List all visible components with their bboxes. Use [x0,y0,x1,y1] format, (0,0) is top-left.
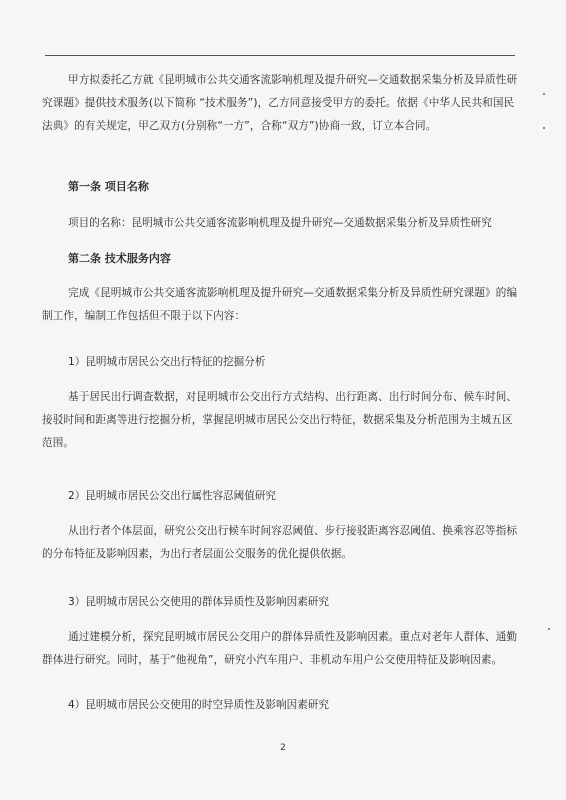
item2-body: 从出行者个体层面，研究公交出行候车时间容忍阈值、步行接驳距离容忍阈值、换乘容忍等指标的分布特征及影响因素，为出行者层面公交服务的优化提供依据。 [42,525,518,560]
scan-speck [543,93,545,95]
item2-title: 2）昆明城市居民公交出行属性容忍阈值研究 [68,490,277,502]
item1-body: 基于居民出行调查数据，对昆明城市公交出行方式结构、出行距离、出行时间分布、候车时间、接驳时间和距离等进行挖掘分析，掌握昆明城市居民公交出行特征，数据采集及分析范围为主城五区范围。 [42,391,518,449]
header-rule [45,55,515,56]
article1-text: 项目的名称：昆明城市公共交通客流影响机理及提升研究—交通数据采集分析及异质性研究 [68,217,492,229]
item1-title: 1）昆明城市居民公交出行特征的挖掘分析 [68,356,266,368]
intro-paragraph: 甲方拟委托乙方就《昆明城市公共交通客流影响机理及提升研究—交通数据采集分析及异质性研究课题》提供技术服务(以下简称 “技术服务”)，乙方同意接受甲方的委托。依据《中华人民共和国民法典》的有关规定，甲乙双方(分别称“一方”，合称“双方”)协商一致，订立本合同。 [42,74,518,132]
item4-title: 4）昆明城市居民公交使用的时空异质性及影响因素研究 [68,699,329,711]
article2-heading: 第二条 技术服务内容 [68,252,171,265]
article2-text: 完成《昆明城市公共交通客流影响机理及提升研究—交通数据采集分析及异质性研究课题》的编制工作，编制工作包括但不限于以下内容： [42,287,518,322]
article1-heading: 第一条 项目名称 [68,180,149,193]
scan-speck [543,127,545,129]
scan-speck [548,628,550,630]
item3-body: 通过建模分析，探究昆明城市居民公交用户的群体异质性及影响因素。重点对老年人群体、通勤群体进行研究。同时，基于“他视角”，研究小汽车用户、非机动车用户公交使用特征及影响因素。 [42,631,518,666]
item3-title: 3）昆明城市居民公交使用的群体异质性及影响因素研究 [68,596,329,608]
page-number: 2 [280,743,286,753]
